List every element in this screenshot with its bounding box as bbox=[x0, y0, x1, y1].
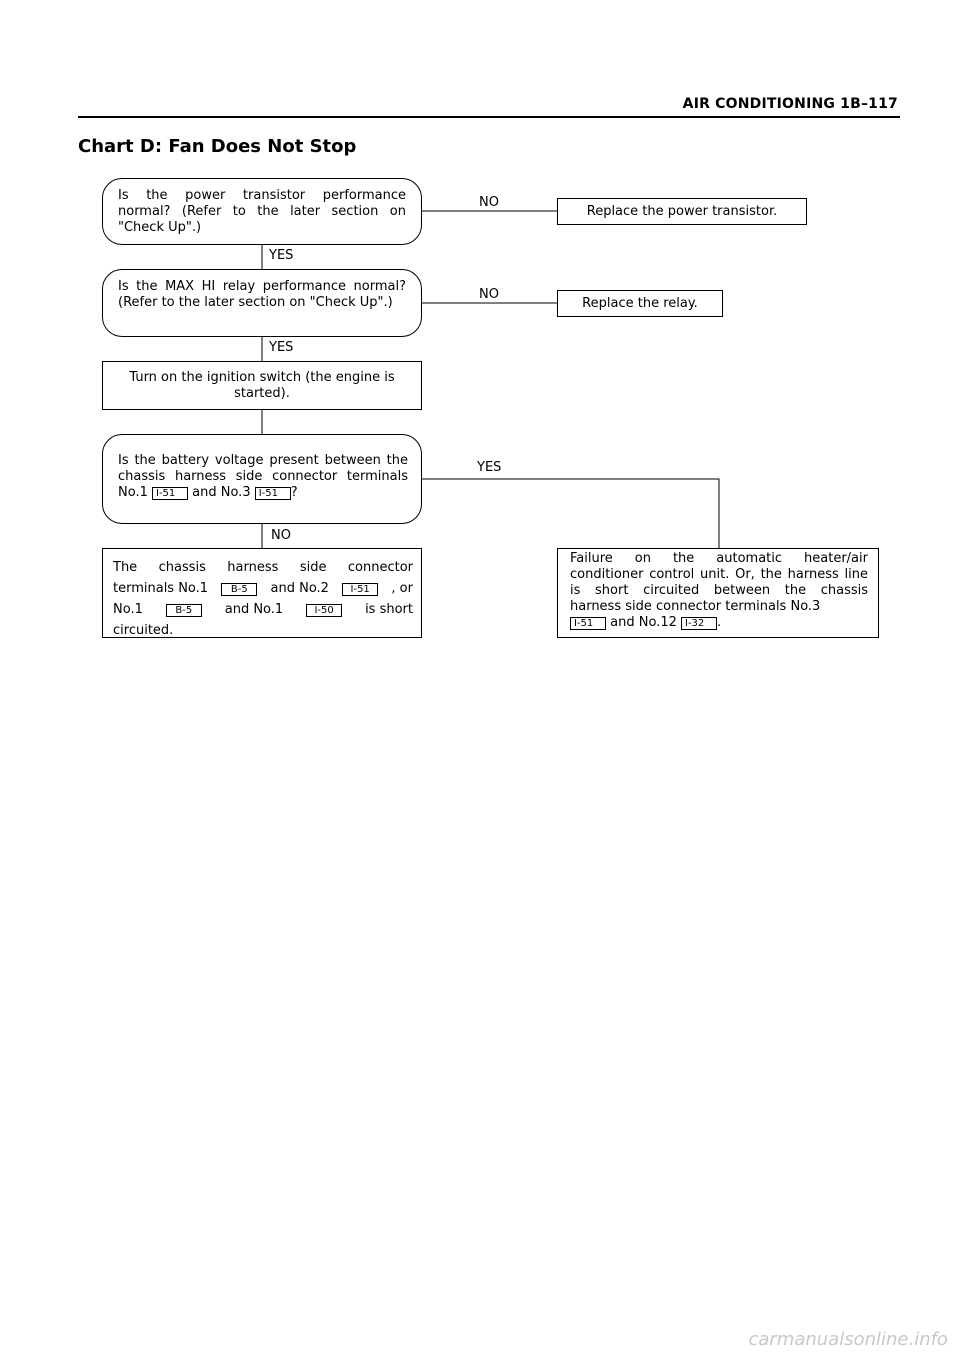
watermark: carmanualsonline.info bbox=[748, 1329, 948, 1350]
result-short-line2c: , or bbox=[391, 581, 413, 596]
action-replace-relay bbox=[557, 290, 723, 317]
result-short-circuit-text bbox=[113, 557, 413, 641]
result-unit-text: Failure on the automatic heater/air conditioner control unit. Or, the harness line is short circuited between the chassis harness side connector terminals No.3 bbox=[570, 551, 868, 614]
question-max-hi-relay bbox=[102, 269, 422, 337]
connector-badge: I-50 bbox=[306, 604, 342, 617]
question-battery-voltage-part2: and No.3 bbox=[192, 485, 251, 500]
question-power-transistor-text: Is the power transistor performance normal? (Refer to the later section on "Check Up".) bbox=[118, 188, 406, 235]
connector-badge: I-32 bbox=[681, 617, 717, 630]
question-battery-voltage bbox=[102, 434, 422, 524]
action-replace-power-transistor bbox=[557, 198, 807, 225]
step-ignition-on-text: Turn on the ignition switch (the engine is started). bbox=[129, 370, 395, 401]
connector-badge: I-51 bbox=[342, 583, 378, 596]
label-no-2: NO bbox=[479, 287, 499, 302]
connector-badge: B-5 bbox=[166, 604, 202, 617]
label-yes-2: YES bbox=[269, 340, 294, 355]
result-short-line4: circuited. bbox=[113, 623, 174, 638]
result-short-line2a: terminals No.1 bbox=[113, 581, 209, 596]
action-replace-relay-text: Replace the relay. bbox=[582, 296, 698, 311]
result-control-unit-failure-text bbox=[570, 551, 868, 631]
connector-badge: I-51 bbox=[570, 617, 606, 630]
label-no-3: NO bbox=[271, 528, 291, 543]
result-unit-end: . bbox=[717, 615, 722, 630]
header-title: AIR CONDITIONING 1B–117 bbox=[682, 96, 898, 112]
line-q4-yes bbox=[421, 479, 719, 548]
chart-title: Chart D: Fan Does Not Stop bbox=[78, 136, 357, 157]
label-yes-3: YES bbox=[477, 460, 502, 475]
label-yes-1: YES bbox=[269, 248, 294, 263]
connector-badge: I-51 bbox=[255, 487, 291, 500]
question-max-hi-relay-text: Is the MAX HI relay performance normal? (Refer to the later section on "Check Up".) bbox=[118, 279, 406, 310]
question-battery-voltage-part1: Is the battery voltage present between the chassis harness side connector terminals No.1 bbox=[118, 453, 408, 500]
result-short-line2b: and No.2 bbox=[270, 581, 329, 596]
question-battery-voltage-part3: ? bbox=[290, 485, 298, 500]
question-battery-voltage-text bbox=[118, 453, 408, 501]
result-short-line3b: and No.1 bbox=[224, 602, 284, 617]
step-ignition-on bbox=[102, 361, 422, 410]
action-replace-power-transistor-text: Replace the power transistor. bbox=[586, 204, 778, 219]
result-short-line3c: is short bbox=[365, 602, 413, 617]
result-short-line1: The chassis harness side connector bbox=[113, 560, 413, 575]
label-no-1: NO bbox=[479, 195, 499, 210]
result-unit-mid: and No.12 bbox=[610, 615, 677, 630]
connector-badge: B-5 bbox=[221, 583, 257, 596]
result-short-line3a: No.1 bbox=[113, 602, 143, 617]
result-short-circuit bbox=[102, 548, 422, 638]
question-power-transistor bbox=[102, 178, 422, 245]
result-control-unit-failure bbox=[557, 548, 879, 638]
connector-badge: I-51 bbox=[152, 487, 188, 500]
